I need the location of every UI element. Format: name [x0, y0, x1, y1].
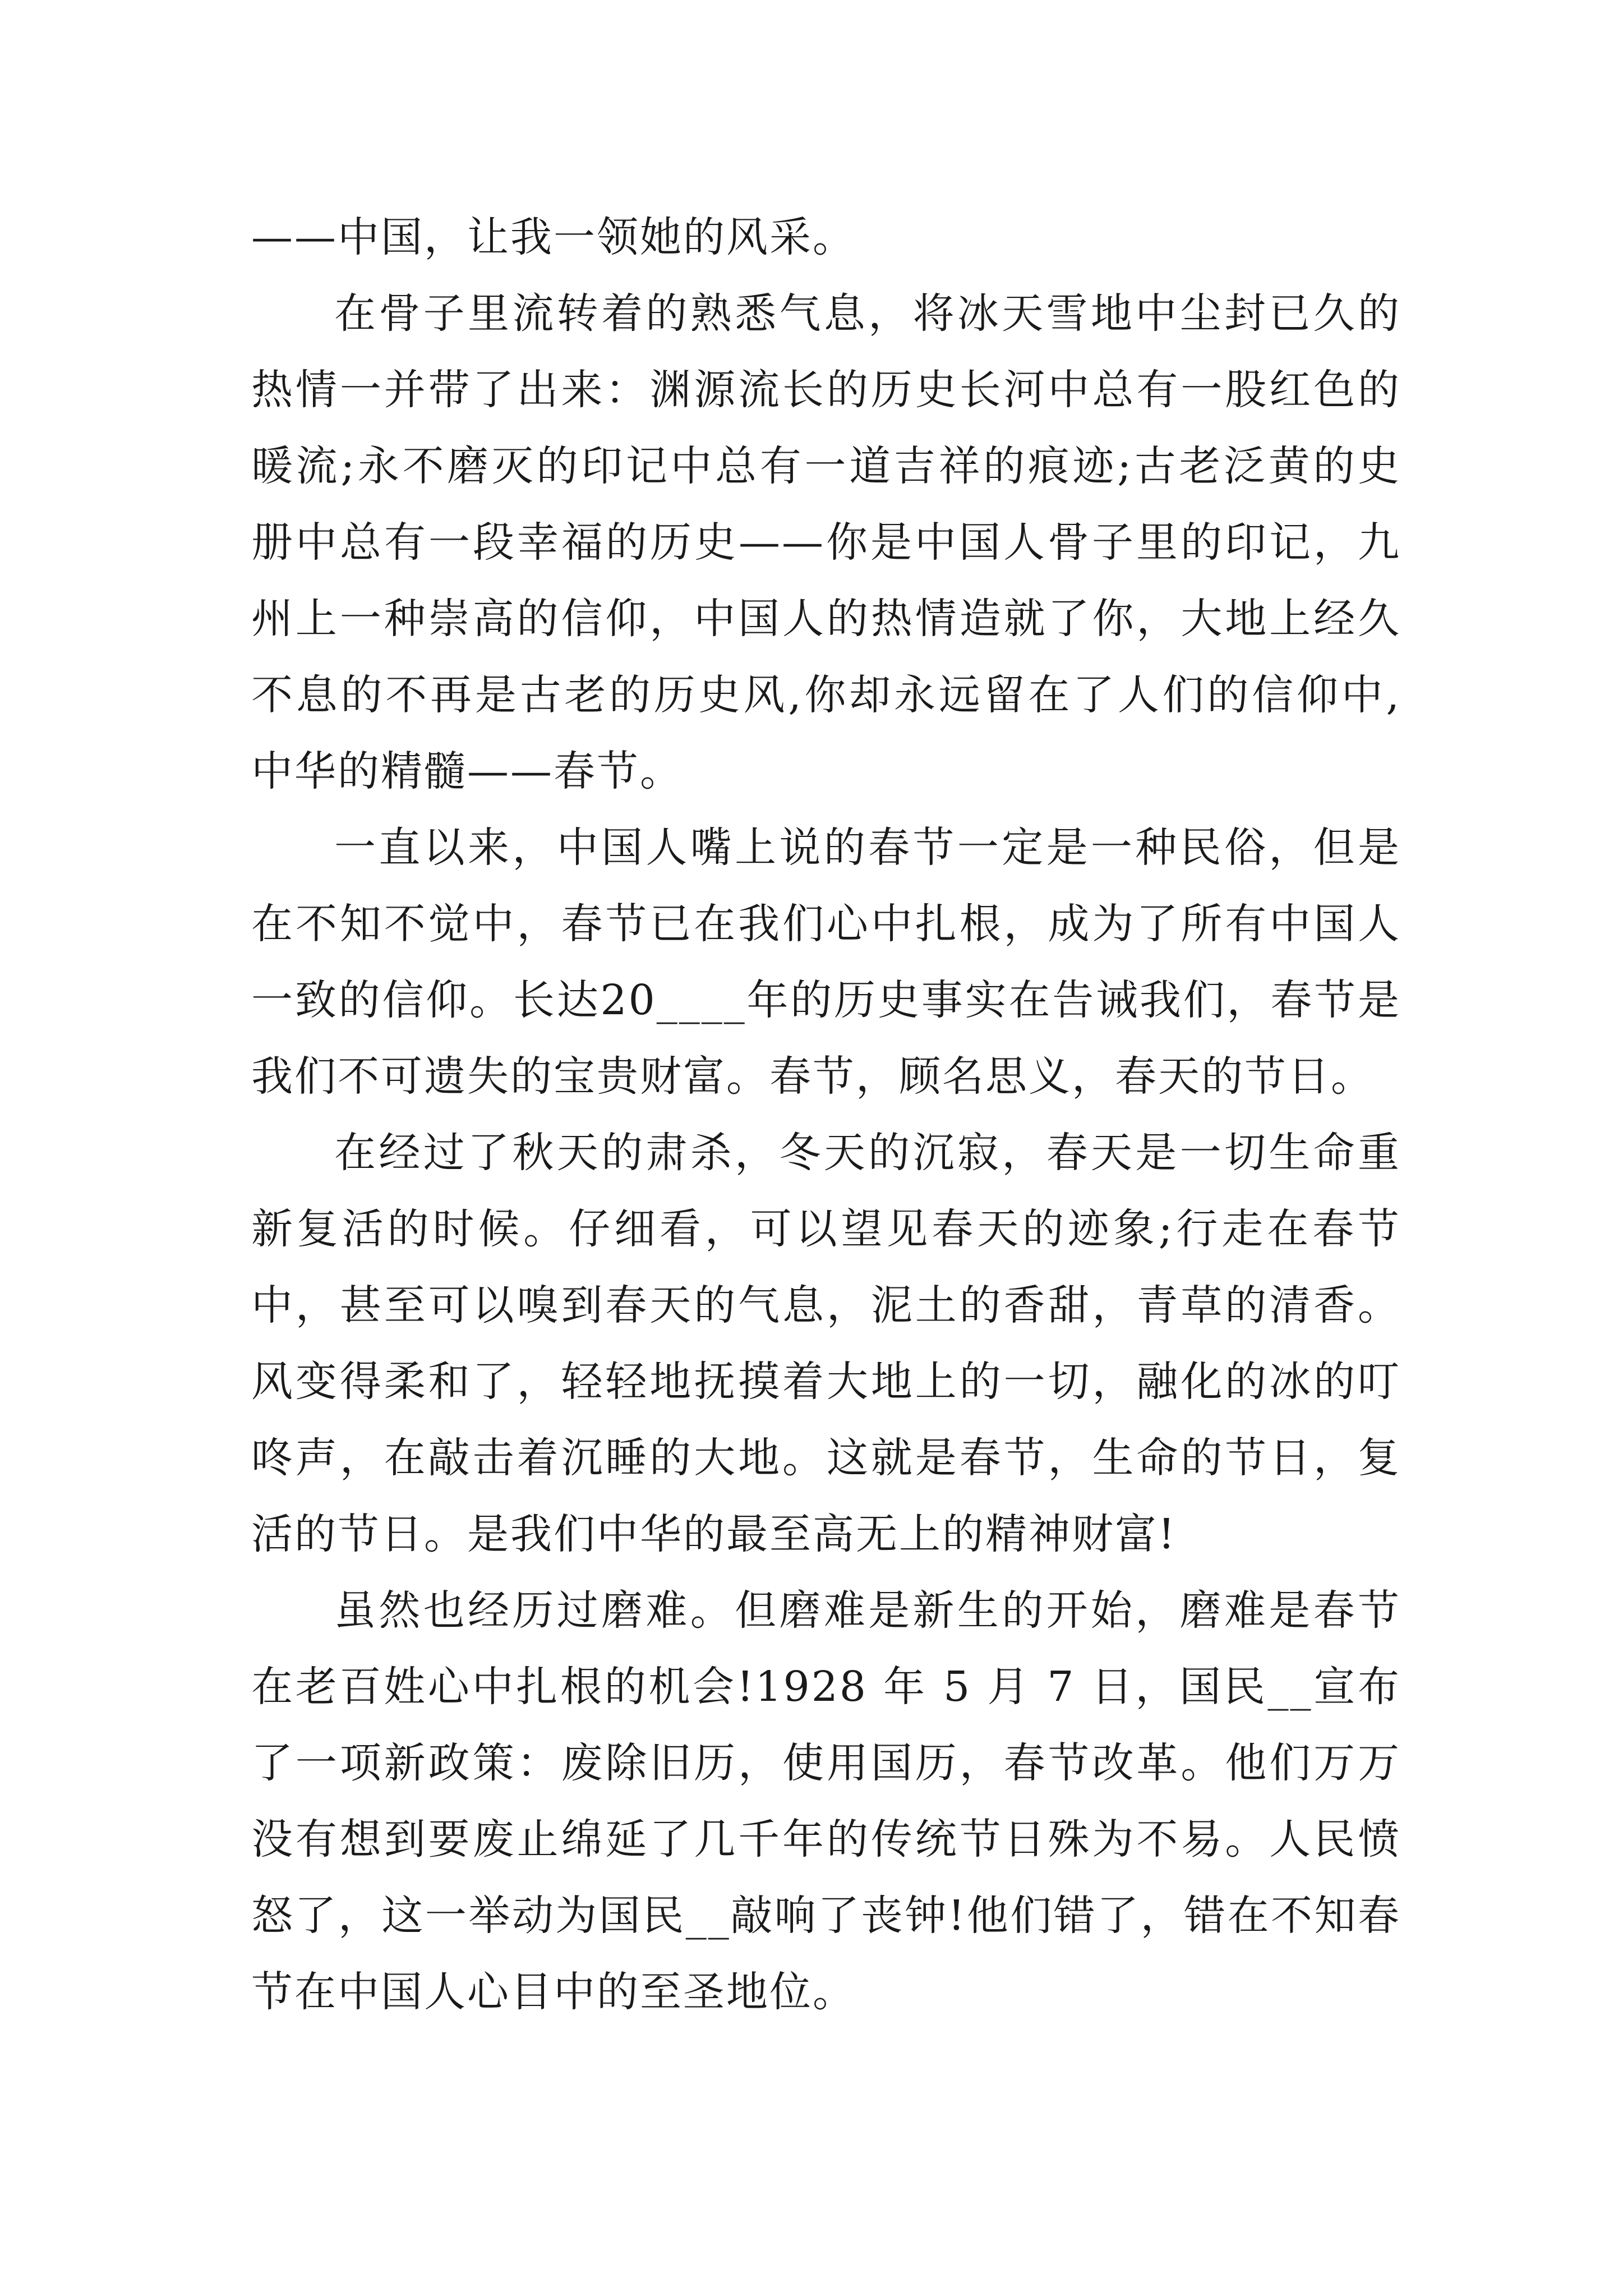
paragraph-continuation: ——中国，让我一领她的风采。: [251, 213, 856, 261]
paragraph: 虽然也经历过磨难。但磨难是新生的开始，磨难是春节在老百姓心中扎根的机会!1928 年 5 月 7 日，国民__宣布了一项新政策：废除旧历，使用国历，春节改革。他们万万没有想到要废止绵延了几千年的传统节日殊为不易。人民愤怒了，这一举动为国民__敲响了丧钟!他们错了，错在不知春节在中国人心目中的至圣地位。: [251, 1586, 1401, 2016]
paragraph: 在经过了秋天的肃杀，冬天的沉寂，春天是一切生命重新复活的时候。仔细看，可以望见春天的迹象;行走在春节中，甚至可以嗅到春天的气息，泥土的香甜，青草的清香。风变得柔和了，轻轻地抚摸着大地上的一切，融化的冰的叮咚声，在敲击着沉睡的大地。这就是春节，生命的节日，复活的节日。是我们中华的最至高无上的精神财富!: [251, 1129, 1401, 1558]
paragraph: 一直以来，中国人嘴上说的春节一定是一种民俗，但是在不知不觉中，春节已在我们心中扎根，成为了所有中国人一致的信仰。长达20____年的历史事实在告诫我们，春节是我们不可遗失的宝贵财富。春节，顾名思义，春天的节日。: [251, 823, 1401, 1101]
paragraph: 在骨子里流转着的熟悉气息，将冰天雪地中尘封已久的热情一并带了出来：渊源流长的历史长河中总有一股红色的暖流;永不磨灭的印记中总有一道吉祥的痕迹;古老泛黄的史册中总有一段幸福的历史——你是中国人骨子里的印记，九州上一种崇高的信仰，中国人的热情造就了你，大地上经久不息的不再是古老的历史风,你却永远留在了人们的信仰中,中华的精髓——春节。: [251, 289, 1401, 795]
document-body: [251, 199, 1401, 2030]
